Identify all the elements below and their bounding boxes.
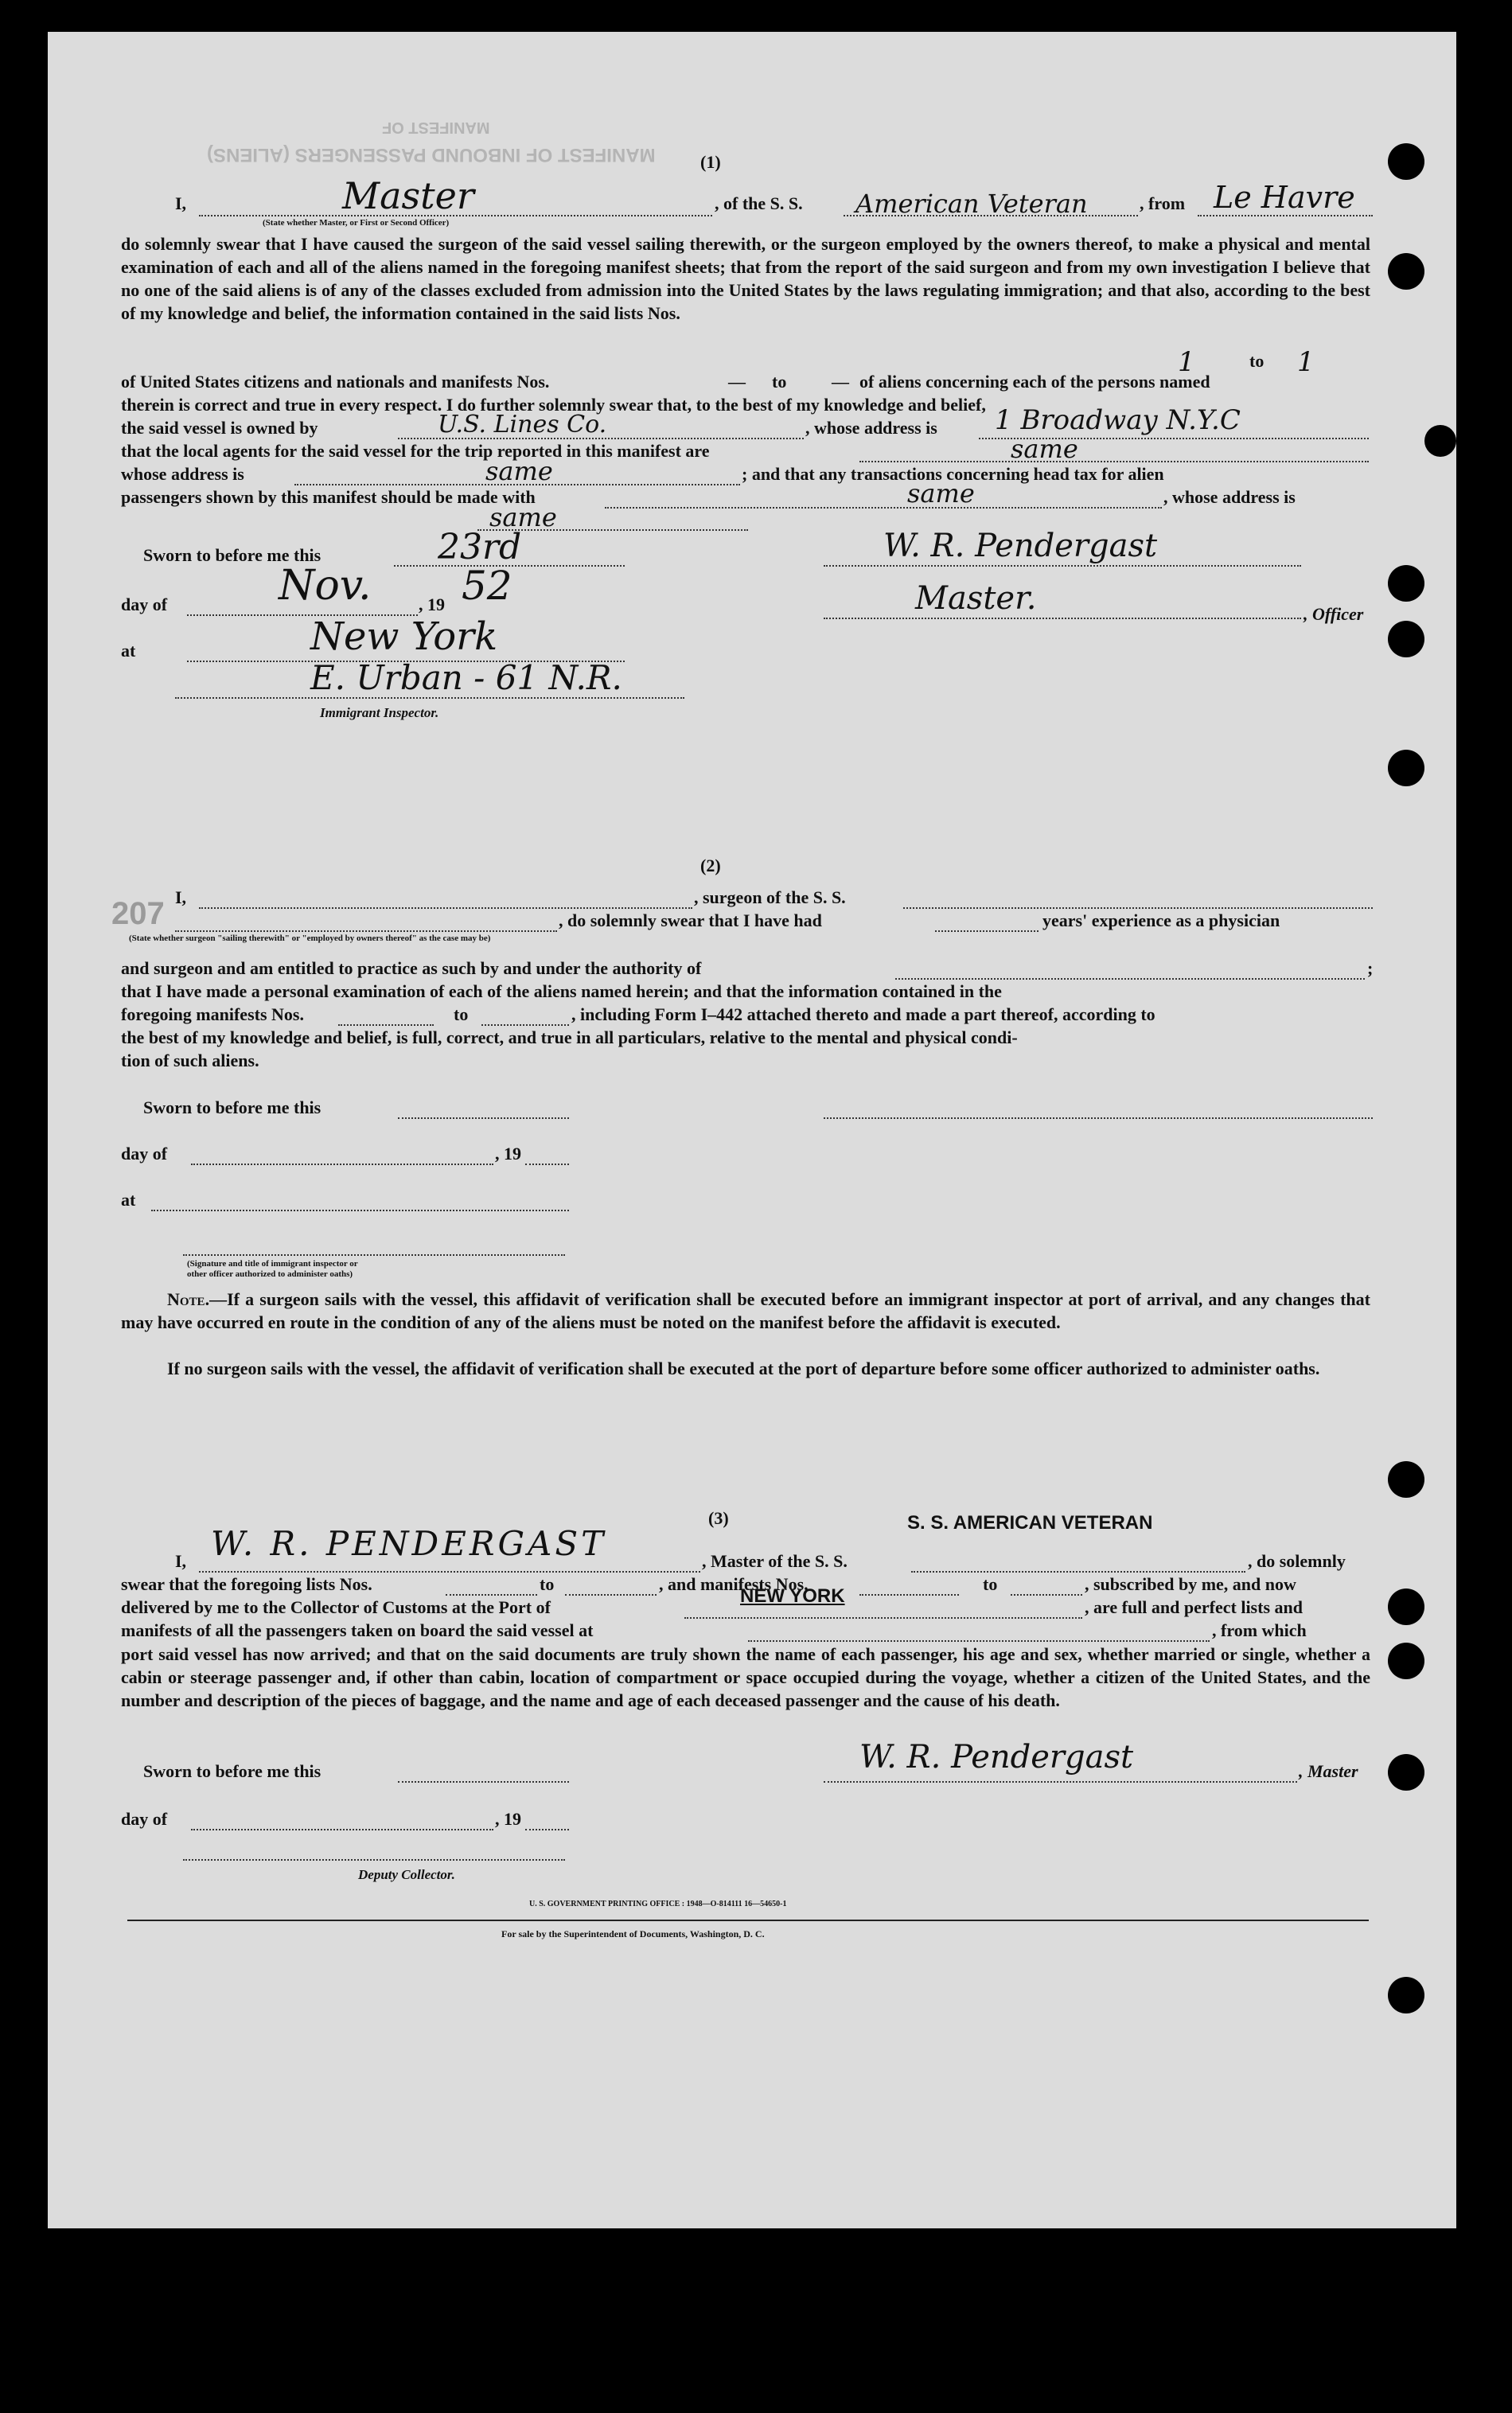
s2-line3c: , including Form I–442 attached thereto and made a part thereof, according to (571, 1004, 1155, 1024)
s3-line2e: , subscribed by me, and now (1085, 1574, 1296, 1594)
section-3-number: (3) (708, 1508, 729, 1528)
bleed-text-3: 207 (111, 896, 165, 931)
s2-swear-had: , do solemnly swear that I have had (559, 910, 822, 930)
s3-name-line (199, 1571, 700, 1573)
s1-i: I, (175, 193, 187, 213)
s3-year-line (525, 1829, 569, 1830)
s3-year-prefix: , 19 (495, 1809, 521, 1829)
s1-lists-to-hw: 1 (1297, 346, 1315, 378)
manifest-page (48, 32, 1456, 2228)
s2-note-2: If no surgeon sails with the vessel, the affidavit of verification shall be executed at the port of departure before some officer authorized to administer oaths. (167, 1359, 1320, 1378)
s3-day-of: day of (121, 1809, 168, 1829)
s2-signature-line (824, 1117, 1373, 1119)
s1-of-ss: , of the S. S. (715, 193, 803, 213)
s1-agents: that the local agents for the said vessel for the trip reported in this manifest are (121, 441, 710, 461)
s3-sworn: Sworn to before me this (143, 1761, 321, 1781)
s1-port-line (1198, 215, 1373, 216)
s1-place-hw: New York (310, 614, 498, 659)
s2-line1: and surgeon and am entitled to practice as such by and under the authority of (121, 958, 702, 978)
s2-line1-end: ; (1367, 958, 1374, 978)
punch-hole (1388, 1461, 1424, 1498)
s3-line2c: , and manifests Nos. (659, 1574, 809, 1594)
s2-years-exp: years' experience as a physician (1042, 910, 1280, 930)
s3-deputy: Deputy Collector. (358, 1867, 455, 1882)
s1-rank-handwritten: Master (342, 174, 474, 217)
s1-month-hw: Nov. (279, 562, 372, 610)
s1-inspector-line (175, 697, 684, 699)
s3-gpo: U. S. GOVERNMENT PRINTING OFFICE : 1948—O-814111 16—54650-1 (529, 1900, 787, 1908)
punch-hole (1388, 1589, 1424, 1625)
s2-note-text: —If a surgeon sails with the vessel, this affidavit of verification shall be executed before an immigrant inspector at port of arrival, and any changes that may have occurred en route in the condition of any of the aliens must be noted on the manifest before the affidavit is executed. (121, 1289, 1370, 1332)
s1-to-1: to (1249, 351, 1265, 371)
s3-lists-from-line (446, 1594, 537, 1596)
s2-line2: that I have made a personal examination of each of the aliens named herein; and that the information contained in the (121, 981, 1002, 1001)
s3-ship-line (911, 1571, 1245, 1573)
s1-man-from-hw: — (728, 372, 746, 392)
s1-tax: ; and that any transactions concerning head tax for alien (742, 464, 1164, 484)
s2-inspector-line (183, 1254, 565, 1256)
s3-embark-line (748, 1640, 1210, 1642)
s3-line3b: , are full and perfect lists and (1085, 1597, 1303, 1617)
s1-man-to-hw: — (832, 372, 849, 392)
s3-deputy-line (183, 1859, 565, 1861)
s1-signature-hw: W. R. Pendergast (883, 528, 1158, 564)
s1-day-of: day of (121, 594, 168, 614)
s2-note (121, 1288, 1370, 1334)
s1-signature-line (824, 565, 1301, 567)
section-2-number: (2) (700, 856, 721, 875)
s1-year-hw: 52 (462, 563, 512, 609)
s3-line4a: manifests of all the passengers taken on board the said vessel at (121, 1620, 594, 1640)
s2-ship-line (903, 907, 1373, 909)
s1-citizens-end: of aliens concerning each of the persons named (859, 372, 1210, 392)
footer-rule (127, 1920, 1369, 1921)
punch-hole (1388, 1643, 1424, 1679)
s2-line3a: foregoing manifests Nos. (121, 1004, 304, 1024)
s2-type-line (175, 930, 557, 932)
s2-man-to-line (481, 1024, 569, 1026)
s2-line5: tion of such aliens. (121, 1051, 259, 1070)
s3-line3a: delivered by me to the Collector of Customs at the Port of (121, 1597, 551, 1617)
s1-to-2: to (772, 372, 787, 392)
s3-line4b: , from which (1212, 1620, 1307, 1640)
s2-type-note: (State whether surgeon "sailing therewith" or "employed by owners thereof" as the case may be) (129, 934, 491, 943)
s3-man-from-line (859, 1594, 959, 1596)
s1-agents-addr-hw: same (485, 456, 553, 486)
s1-sworn: Sworn to before me this (143, 545, 321, 565)
punch-hole (1388, 1754, 1424, 1791)
s3-ship-stamp: S. S. AMERICAN VETERAN (907, 1512, 1153, 1534)
s1-from: , from (1140, 193, 1186, 213)
s1-year-prefix: , 19 (419, 594, 445, 614)
s2-day-of: day of (121, 1144, 168, 1164)
s3-month-line (191, 1829, 493, 1830)
bleed-text-1: MANIFEST OF INBOUND PASSENGERS (ALIENS) (207, 144, 656, 166)
s2-year-line (525, 1164, 569, 1165)
s2-place-line (151, 1210, 569, 1211)
s3-i: I, (175, 1551, 187, 1571)
punch-hole (1388, 621, 1424, 657)
punch-hole (1388, 750, 1424, 786)
s1-inspector-caption: Immigrant Inspector. (320, 705, 439, 720)
s1-citizens: of United States citizens and nationals and manifests Nos. (121, 372, 550, 392)
s2-i: I, (175, 887, 187, 907)
s1-tax-addr-hw: same (489, 502, 557, 532)
s2-at: at (121, 1190, 136, 1210)
s3-sale: For sale by the Superintendent of Documents, Washington, D. C. (501, 1928, 765, 1939)
s3-line2a: swear that the foregoing lists Nos. (121, 1574, 372, 1594)
punch-hole (1388, 143, 1424, 180)
s3-line2b: to (540, 1574, 555, 1594)
s1-agents-line (859, 461, 1369, 462)
s3-port-line (684, 1617, 1082, 1619)
s1-ship-handwritten: American Veteran (855, 189, 1088, 219)
s3-date-line (398, 1781, 569, 1783)
s3-master-of: , Master of the S. S. (702, 1551, 848, 1571)
s3-master-label: , Master (1299, 1761, 1358, 1781)
s2-date-line (398, 1117, 569, 1119)
s1-correct: therein is correct and true in every respect. I do further solemnly swear that, to the best of my knowledge and belief, (121, 395, 986, 415)
punch-hole (1388, 253, 1424, 290)
s2-sig-caption-2: other officer authorized to administer oaths) (187, 1269, 353, 1279)
s1-rank-note: (State whether Master, or First or Second Officer) (263, 218, 450, 228)
s1-owned-by: the said vessel is owned by (121, 418, 318, 438)
s3-port-stamp: NEW YORK (740, 1585, 845, 1607)
s1-whose-address: , whose address is (805, 418, 937, 438)
s1-owner-addr-hw: 1 Broadway N.Y.C (995, 404, 1241, 436)
s2-year-prefix: , 19 (495, 1144, 521, 1164)
s1-at: at (121, 641, 136, 661)
punch-hole (1388, 1977, 1424, 2013)
s3-signature-line (824, 1781, 1297, 1783)
s2-man-from-line (338, 1024, 434, 1026)
s1-port-handwritten: Le Havre (1214, 180, 1355, 215)
punch-hole (1388, 565, 1424, 602)
s3-man-to-line (1011, 1594, 1082, 1596)
s1-agents-hw: same (1011, 434, 1078, 464)
s3-lists-to-line (565, 1594, 657, 1596)
s2-line4: the best of my knowledge and belief, is full, correct, and true in all particulars, relative to the mental and physical condi- (121, 1027, 1018, 1047)
s1-whose-addr-2: whose address is (121, 464, 244, 484)
s1-tax-hw: same (907, 478, 975, 509)
s2-authority-line (895, 978, 1365, 980)
punch-hole (1424, 425, 1456, 457)
s3-master-hw: W. R. PENDERGAST (211, 1524, 607, 1563)
s2-sworn: Sworn to before me this (143, 1097, 321, 1117)
s1-officer-line (824, 618, 1301, 619)
s1-officer-label: , Officer (1304, 604, 1364, 624)
s1-owner-hw: U.S. Lines Co. (438, 411, 607, 439)
s2-note-label: Note. (167, 1289, 210, 1309)
section-1-number: (1) (700, 152, 721, 172)
s1-body: do solemnly swear that I have caused the surgeon of the said vessel sailing therewith, or the surgeon employed by the owners thereof, to make a physical and mental examination of each and all of the aliens named in the foregoing manifest sheets; that from the report of the said surgeon and from my own investigation I believe that no one of the said aliens is of any of the classes excluded from admission into the United States by the laws regulating immigration; and that also, according to the best of my knowledge and belief, the information contained in the said lists Nos. (121, 234, 1370, 323)
s2-month-line (191, 1164, 493, 1165)
s1-passengers: passengers shown by this manifest should be made with (121, 487, 536, 507)
s1-lists-from-hw: 1 (1178, 346, 1195, 378)
s2-years-line (935, 930, 1039, 932)
s2-line3b: to (454, 1004, 469, 1024)
bleed-text-2: MANIFEST OF (382, 119, 490, 136)
s1-inspector-hw: E. Urban - 61 N.R. (310, 658, 622, 697)
s2-name-line (199, 907, 692, 909)
s1-officer-title-hw: Master. (915, 580, 1037, 617)
s3-signature-hw: W. R. Pendergast (859, 1739, 1134, 1776)
s1-date-hw: 23rd (438, 527, 522, 567)
s1-tax-line (605, 507, 1162, 509)
s2-surgeon-of: , surgeon of the S. S. (694, 887, 846, 907)
s2-sig-caption-1: (Signature and title of immigrant inspector or (187, 1259, 358, 1269)
s3-line2d: to (983, 1574, 998, 1594)
s1-whose-addr-3: , whose address is (1163, 487, 1296, 507)
s3-solemnly: , do solemnly (1248, 1551, 1346, 1571)
s3-body: port said vessel has now arrived; and that on the said documents are truly shown the name of each passenger, his age and sex, whether married or single, whether a cabin or steerage passenger and, if other than cabin, location of compartment or space occupied during the voyage, whether a citizen of the United States, and the number and description of the pieces of baggage, and the name and age of each deceased passenger and the cause of his death. (121, 1644, 1370, 1710)
